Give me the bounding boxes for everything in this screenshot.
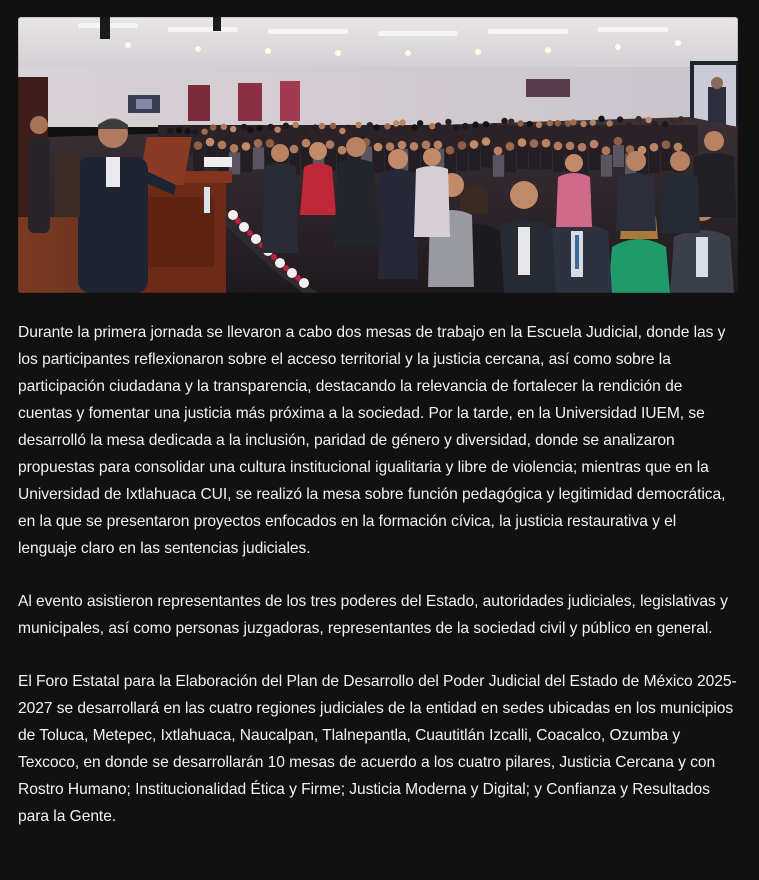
paragraph-1: Durante la primera jornada se llevaron a cabo dos mesas de trabajo en la Escuela Judicial, donde las y los participantes reflexionaron sobre el acceso territorial y la justicia cercana, así como sobre la participación ciudadana y la transparencia, destacando la relevancia de fortalecer la rendición de cuentas y fomentar una justicia más próxima a la sociedad. Por la tarde, en la Universidad IUEM, se desarrolló la mesa dedicada a la inclusión, paridad de género y diversidad, donde se analizaron propuestas para consolidar una cultura institucional igualitaria y libre de violencia; mientras que en la Universidad de Ixtlahuaca CUI, se realizó la mesa sobre función pedagógica y legitimidad democrática, en la que se presentaron proyectos enfocados en la formación cívica, la justicia restaurativa y el lenguaje claro en las sentencias judiciales.	[18, 324, 726, 557]
article-body	[18, 319, 739, 830]
paragraph-3: El Foro Estatal para la Elaboración del Plan de Desarrollo del Poder Judicial del Estado de México 2025-2027 se desarrollará en las cuatro regiones judiciales de la entidad en sedes ubicadas en los municipios de Toluca, Metepec, Ixtlahuaca, Naucalpan, Tlalnepantla, Cuautitlán Izcalli, Coacalco, Ozumba y Texcoco, en donde se desarrollarán 10 mesas de acuerdo a los cuatro pilares, Justicia Cercana y con Rostro Humano; Institucionalidad Ética y Firme; Justicia Moderna y Digital; y Confianza y Resultados para la Gente.	[18, 673, 737, 825]
event-photo	[18, 17, 738, 293]
paragraph-2: Al evento asistieron representantes de los tres poderes del Estado, autoridades judiciales, legislativas y municipales, así como personas juzgadoras, representantes de la sociedad civil y público en general.	[18, 593, 728, 637]
article	[18, 17, 739, 856]
